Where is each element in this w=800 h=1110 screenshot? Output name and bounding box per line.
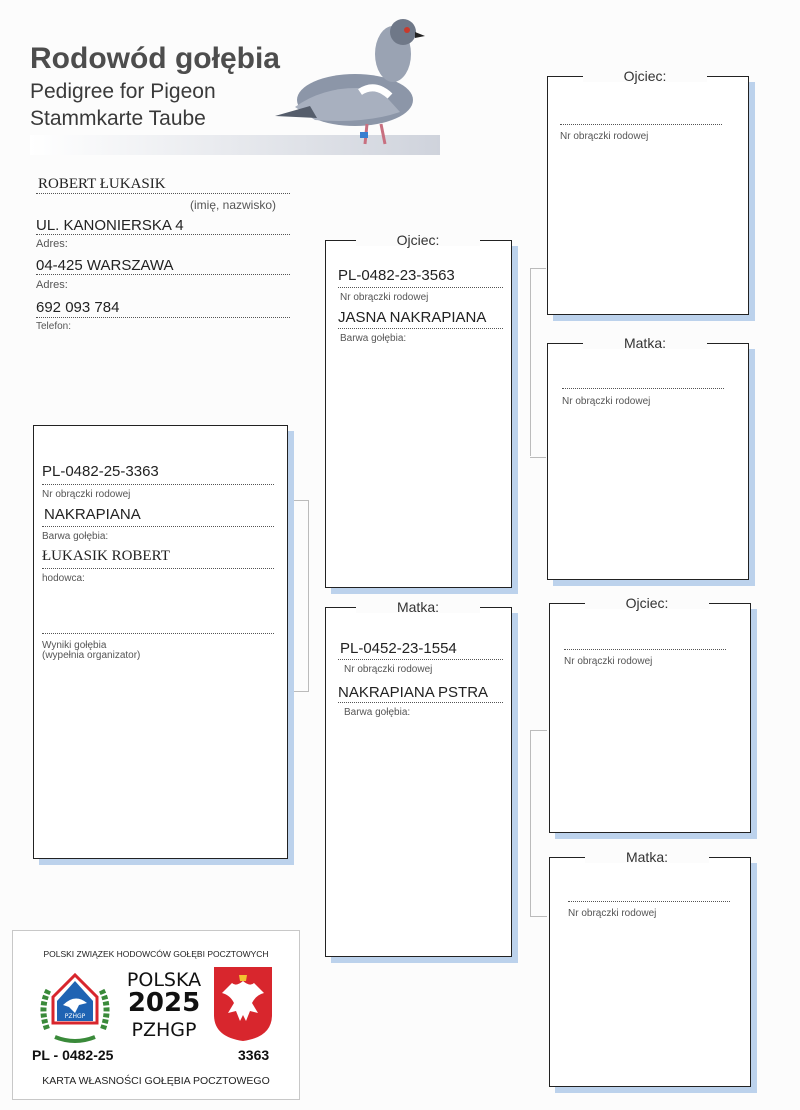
pigeon-ring-label: Nr obrączki rodowej — [42, 489, 131, 500]
owner-address-line2: 04-425 WARSZAWA — [36, 257, 174, 274]
pigeon-ring-dots — [42, 484, 274, 485]
pigeon-breeder-dots — [42, 568, 274, 569]
address-label-1: Adres: — [36, 238, 68, 250]
pigeon-ring-number: PL-0482-25-3363 — [42, 463, 159, 480]
grandparent-ring-label: Nr obrączki rodowej — [560, 131, 649, 142]
pigeon-results-label: Wyniki gołębia — [42, 640, 107, 651]
mother-color: NAKRAPIANA PSTRA — [338, 684, 489, 701]
pigeon-color-label: Barwa gołębia: — [42, 531, 109, 542]
connector-pigeon-parents — [288, 500, 309, 692]
owner-name: ROBERT ŁUKASIK — [38, 176, 166, 192]
owner-address-line1: UL. KANONIERSKA 4 — [36, 217, 184, 234]
mother-ring-label: Nr obrączki rodowej — [344, 664, 433, 675]
pigeon-breeder: ŁUKASIK ROBERT — [42, 548, 170, 564]
card-footer: KARTA WŁASNOŚCI GOŁĘBIA POCZTOWEGO — [42, 1075, 270, 1087]
grandparent-heading: Ojciec: — [583, 70, 707, 82]
card-year: 2025 — [127, 988, 201, 1018]
pigeon-results-note: (wypełnia organizator) — [42, 650, 141, 661]
polish-eagle-emblem — [212, 965, 274, 1043]
subtitle-german: Stammkarte Taube — [30, 107, 206, 130]
father-heading: Ojciec: — [356, 234, 480, 246]
card-country: POLSKA — [126, 969, 202, 991]
address-label-2: Adres: — [36, 279, 68, 291]
card-organization: POLSKI ZWIĄZEK HODOWCÓW GOŁĘBI POCZTOWYCH — [43, 949, 269, 959]
address-line2-dots — [36, 274, 290, 275]
pzhgp-logo — [35, 967, 115, 1047]
grandparent-ring-label: Nr obrączki rodowej — [564, 656, 653, 667]
paternal-grandfather-box — [547, 68, 749, 315]
connector-father-vert — [530, 268, 531, 456]
phone-dots — [36, 317, 290, 318]
father-ring-number: PL-0482-23-3563 — [338, 267, 455, 284]
owner-phone: 692 093 784 — [36, 299, 120, 316]
pigeon-color: NAKRAPIANA — [44, 506, 141, 523]
owner-name-line — [36, 193, 290, 194]
pigeon-illustration — [275, 12, 435, 157]
pigeon-color-dots — [42, 526, 274, 527]
grandparent-ring-dots — [568, 901, 730, 902]
card-ring-prefix: PL - 0482-25 — [32, 1047, 114, 1063]
grandparent-ring-dots — [560, 124, 722, 125]
mother-heading: Matka: — [356, 601, 480, 613]
grandparent-heading: Matka: — [585, 851, 709, 863]
father-color: JASNA NAKRAPIANA — [338, 309, 487, 326]
subtitle-english: Pedigree for Pigeon — [30, 80, 216, 103]
mother-color-dots — [338, 702, 503, 703]
mother-ring-dots — [338, 659, 503, 660]
grandparent-ring-dots — [562, 388, 724, 389]
connector-father-line — [530, 268, 546, 458]
card-abbr: PZHGP — [131, 1019, 197, 1041]
address-line1-dots — [36, 234, 290, 235]
mother-box — [325, 599, 512, 957]
logo-text: PZHGP — [64, 1013, 86, 1020]
page-title: Rodowód gołębia — [30, 42, 280, 75]
pigeon-breeder-label: hodowca: — [42, 573, 85, 584]
card-ring-number: 3363 — [238, 1047, 270, 1063]
father-color-dots — [338, 328, 503, 329]
pigeon-results-dots — [42, 633, 274, 634]
mother-color-label: Barwa gołębia: — [344, 707, 411, 718]
paternal-grandmother-box — [547, 335, 749, 580]
connector-mother-grandparents — [530, 730, 547, 917]
father-box — [325, 232, 512, 588]
father-ring-dots — [338, 287, 503, 288]
grandparent-ring-dots — [564, 649, 726, 650]
maternal-grandfather-box — [549, 595, 751, 833]
owner-name-label: (imię, nazwisko) — [190, 198, 277, 212]
mother-ring-number: PL-0452-23-1554 — [340, 640, 457, 657]
grandparent-ring-label: Nr obrączki rodowej — [568, 908, 657, 919]
phone-label: Telefon: — [36, 321, 72, 332]
grandparent-heading: Ojciec: — [585, 597, 709, 609]
father-ring-label: Nr obrączki rodowej — [340, 292, 429, 303]
ownership-card — [12, 930, 300, 1100]
grandparent-ring-label: Nr obrączki rodowej — [562, 396, 651, 407]
father-color-label: Barwa gołębia: — [340, 333, 407, 344]
grandparent-heading: Matka: — [583, 337, 707, 349]
maternal-grandmother-box — [549, 849, 751, 1087]
pigeon-box — [33, 425, 288, 859]
